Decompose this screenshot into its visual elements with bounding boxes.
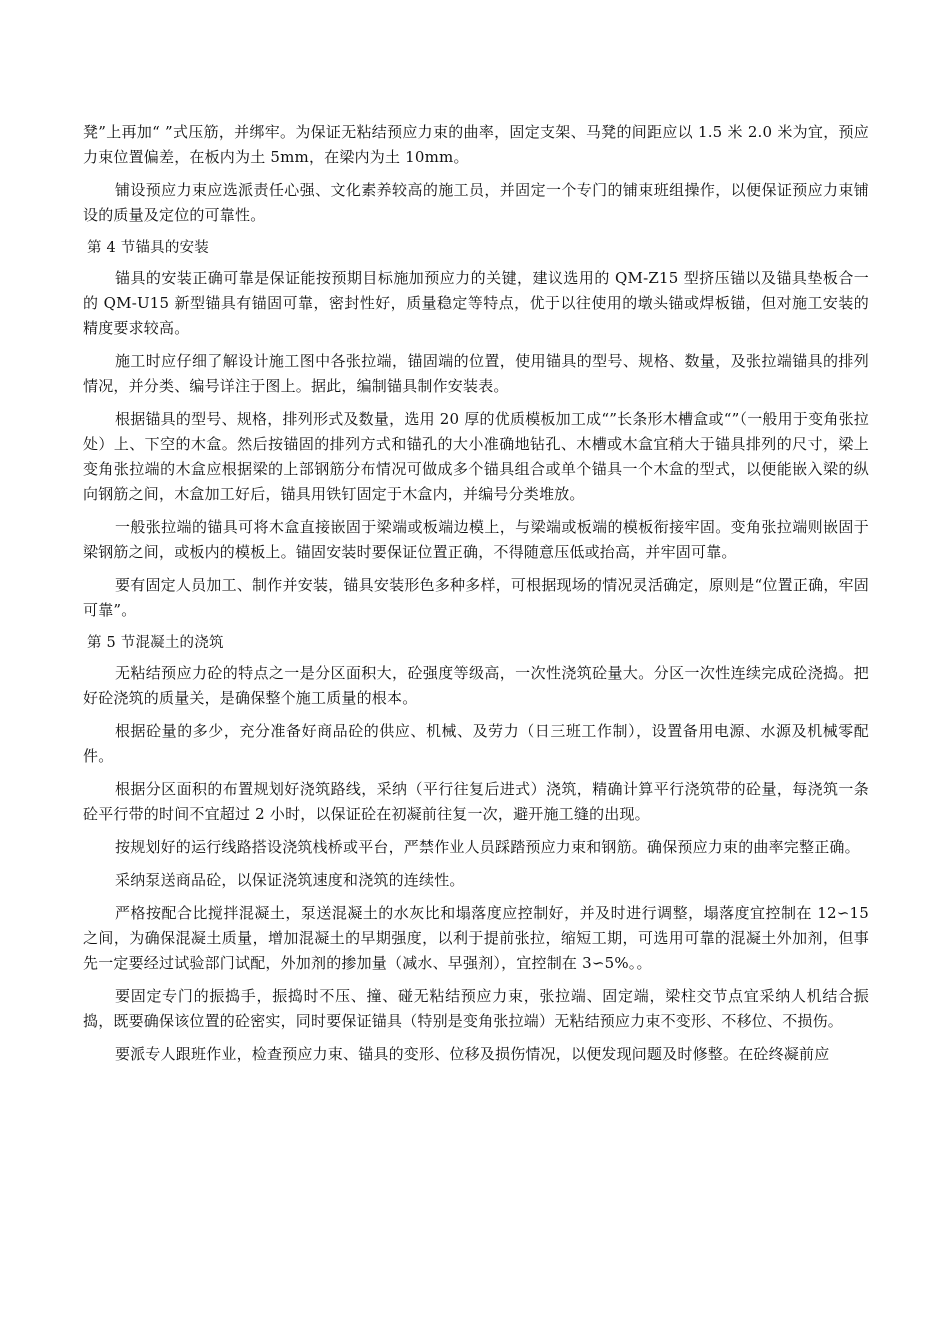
paragraph-1: 凳”上再加“ ”式压筋，并绑牢。为保证无粘结预应力束的曲率，固定支架、马凳的间距应以 1.5 米 2.0 米为宜，预应力束位置偏差，在板内为土 5mm，在梁内为土 10mm。 [83, 123, 869, 166]
paragraph-6: 一般张拉端的锚具可将木盒直接嵌固于梁端或板端边模上，与梁端或板端的模板衔接牢固。变角张拉端则嵌固于梁钢筋之间，或板内的模板上。锚固安装时要保证位置正确，不得随意压低或抬高，并牢固可靠。 [83, 518, 869, 561]
paragraph-9: 根据砼量的多少，充分准备好商品砼的供应、机械、及劳力（日三班工作制），设置备用电源、水源及机械零配件。 [83, 722, 869, 765]
document-body [83, 120, 869, 1075]
paragraph-8: 无粘结预应力砼的特点之一是分区面积大，砼强度等级高，一次性浇筑砼量大。分区一次性连续完成砼浇捣。把好砼浇筑的质量关，是确保整个施工质量的根本。 [83, 664, 869, 707]
paragraph-11: 按规划好的运行线路搭设浇筑栈桥或平台，严禁作业人员踩踏预应力束和钢筋。确保预应力束的曲率完整正确。 [115, 838, 860, 856]
paragraph-2: 铺设预应力束应选派责任心强、文化素养较高的施工员，并固定一个专门的铺束班组操作，以便保证预应力束铺设的质量及定位的可靠性。 [83, 181, 869, 224]
paragraph-12: 采纳泵送商品砼，以保证浇筑速度和浇筑的连续性。 [115, 871, 465, 889]
paragraph-14: 要固定专门的振捣手，振捣时不压、撞、碰无粘结预应力束，张拉端、固定端，梁柱交节点宜采纳人机结合振捣，既要确保该位置的砼密实，同时要保证锚具（特别是变角张拉端）无粘结预应力束不变形、不移位、不损伤。 [83, 987, 869, 1030]
paragraph-15: 要派专人跟班作业，检查预应力束、锚具的变形、位移及损伤情况，以便发现问题及时修整。在砼终凝前应 [115, 1045, 830, 1063]
paragraph-4: 施工时应仔细了解设计施工图中各张拉端，锚固端的位置，使用锚具的型号、规格、数量，及张拉端锚具的排列情况，并分类、编号详注于图上。据此，编制锚具制作安装表。 [83, 352, 869, 395]
paragraph-5: 根据锚具的型号、规格，排列形式及数量，选用 20 厚的优质模板加工成“”长条形木槽盒或“”（一般用于变角张拉处）上、下空的木盒。然后按锚固的排列方式和锚孔的大小准确地钻孔、木槽或木盒宜稍大于锚具排列的尺寸，梁上变角张拉端的木盒应根据梁的上部钢筋分布情况可做成多个锚具组合或单个锚具一个木盒的型式，以便能嵌入梁的纵向钢筋之间，木盒加工好后，锚具用铁钉固定于木盒内，并编号分类堆放。 [83, 410, 869, 503]
paragraph-13: 严格按配合比搅拌混凝土，泵送混凝土的水灰比和塌落度应控制好，并及时进行调整，塌落度宜控制在 12∽15 之间，为确保混凝土质量，增加混凝土的早期强度，以利于提前张拉，缩短工期，可选用可靠的混凝土外加剂，但事先一定要经过试验部门试配，外加剂的掺加量（减水、早强剂），宜控制在 3∽5%。。 [83, 904, 869, 972]
paragraph-10: 根据分区面积的布置规划好浇筑路线，采纳（平行往复后进式）浇筑，精确计算平行浇筑带的砼量，每浇筑一条砼平行带的时间不宜超过 2 小时，以保证砼在初凝前往复一次，避开施工缝的出现。 [83, 780, 869, 823]
paragraph-7: 要有固定人员加工、制作并安装，锚具安装形色多种多样，可根据现场的情况灵活确定，原则是“位置正确，牢固可靠”。 [83, 576, 869, 619]
section-heading-4: 第 4 节锚具的安装 [87, 240, 209, 256]
section-heading-5: 第 5 节混凝土的浇筑 [87, 635, 224, 651]
paragraph-3: 锚具的安装正确可靠是保证能按预期目标施加预应力的关键，建议选用的 QM-Z15 型挤压锚以及锚具垫板合一的 QM-U15 新型锚具有锚固可靠，密封性好，质量稳定等特点，优于以往使用的墩头锚或焊板锚，但对施工安装的精度要求较高。 [83, 269, 869, 337]
